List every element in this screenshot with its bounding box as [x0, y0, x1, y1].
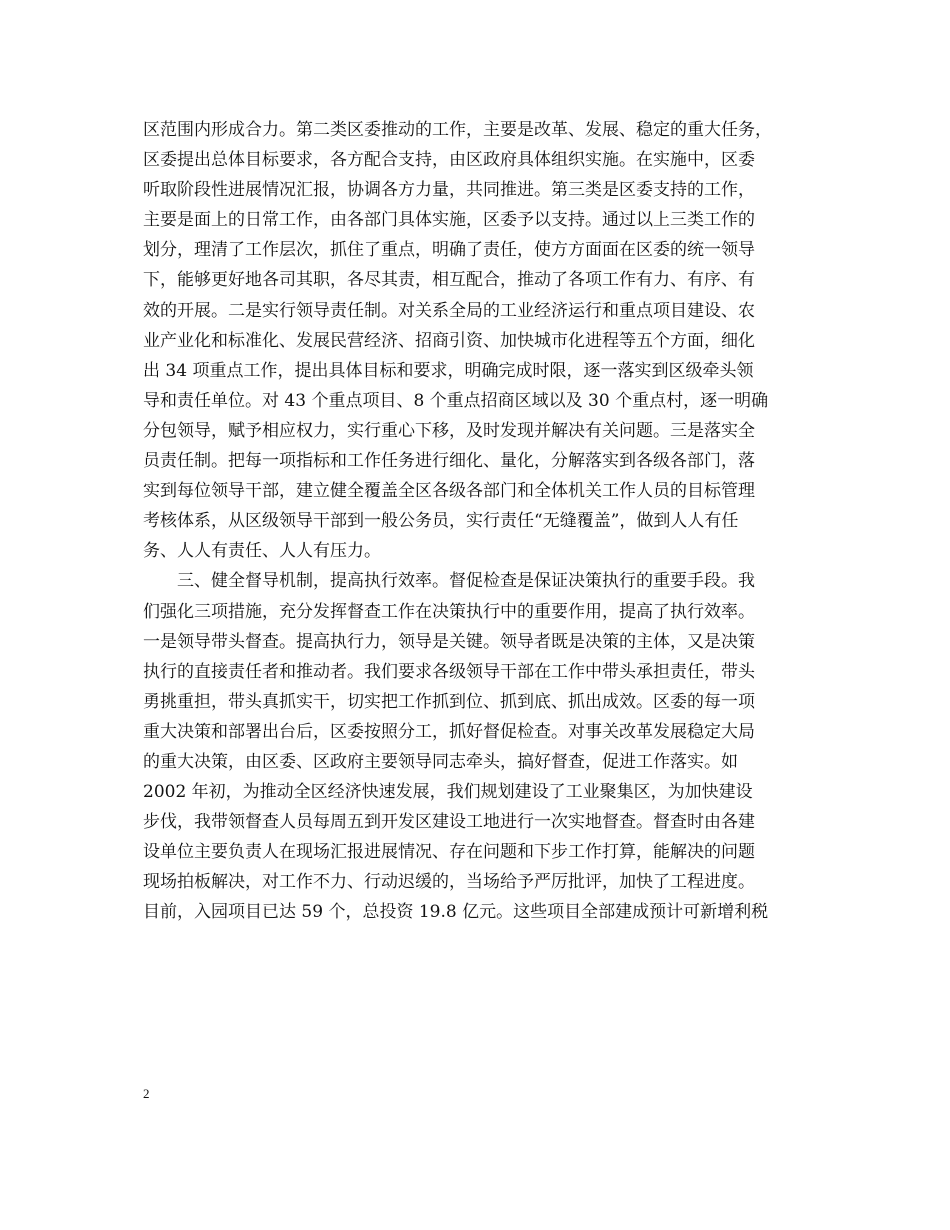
text-line: 步伐，我带领督查人员每周五到开发区建设工地进行一次实地督查。督查时由各建: [143, 812, 755, 833]
text-line: 的重大决策，由区委、区政府主要领导同志牵头，搞好督查，促进工作落实。如: [143, 751, 738, 772]
text-line: 实到每位领导干部，建立健全覆盖全区各级各部门和全体机关工作人员的目标管理: [143, 481, 755, 502]
text-line: 业产业化和标准化、发展民营经济、招商引资、加快城市化进程等五个方面，细化: [143, 330, 755, 351]
text-line: 考核体系，从区级领导干部到一般公务员，实行责任“无缝覆盖”，做到人人有任: [143, 511, 739, 532]
text-line: 现场拍板解决，对工作不力、行动迟缓的，当场给予严厉批评，加快了工程进度。: [143, 872, 755, 893]
text-line: 导和责任单位。对 43 个重点项目、8 个重点招商区域以及 30 个重点村，逐一明确: [143, 390, 769, 411]
text-line: 主要是面上的日常工作，由各部门具体实施，区委予以支持。通过以上三类工作的: [143, 210, 755, 231]
text-line: 设单位主要负责人在现场汇报进展情况、存在问题和下步工作打算，能解决的问题: [143, 842, 755, 863]
text-line: 务、人人有责任、人人有压力。: [143, 541, 381, 562]
text-line: 效的开展。二是实行领导责任制。对关系全局的工业经济运行和重点项目建设、农: [143, 300, 755, 321]
text-line: 目前，入园项目已达 59 个，总投资 19.8 亿元。这些项目全部建成预计可新增利税: [143, 902, 769, 923]
text-line: 划分，理清了工作层次，抓住了重点，明确了责任，使方方面面在区委的统一领导: [143, 240, 755, 261]
text-line: 出 34 项重点工作，提出具体目标和要求，明确完成时限，逐一落实到区级牵头领: [143, 360, 754, 381]
text-line: 员责任制。把每一项指标和工作任务进行细化、量化，分解落实到各级各部门，落: [143, 451, 755, 472]
body-text: [143, 115, 815, 928]
text-line: 区委提出总体目标要求，各方配合支持，由区政府具体组织实施。在实施中，区委: [143, 150, 755, 171]
text-line: 下，能够更好地各司其职，各尽其责，相互配合，推动了各项工作有力、有序、有: [143, 270, 755, 291]
text-line: 们强化三项措施，充分发挥督查工作在决策执行中的重要作用，提高了执行效率。: [143, 601, 755, 622]
text-line: 重大决策和部署出台后，区委按照分工，抓好督促检查。对事关改革发展稳定大局: [143, 721, 755, 742]
text-line: 勇挑重担，带头真抓实干，切实把工作抓到位、抓到底、抓出成效。区委的每一项: [143, 691, 755, 712]
paragraph-start-line: 三、健全督导机制，提高执行效率。督促检查是保证决策执行的重要手段。我: [177, 571, 755, 592]
text-line: 区范围内形成合力。第二类区委推动的工作，主要是改革、发展、稳定的重大任务，: [143, 120, 772, 140]
text-line: 执行的直接责任者和推动者。我们要求各级领导干部在工作中带头承担责任，带头: [143, 661, 755, 682]
page-number: 2: [143, 1086, 150, 1101]
text-line: 分包领导，赋予相应权力，实行重心下移，及时发现并解决有关问题。三是落实全: [143, 420, 755, 441]
text-line: 听取阶段性进展情况汇报，协调各方力量，共同推进。第三类是区委支持的工作，: [143, 180, 755, 201]
text-line: 2002 年初，为推动全区经济快速发展，我们规划建设了工业聚集区，为加快建设: [143, 782, 753, 803]
text-line: 一是领导带头督查。提高执行力，领导是关键。领导者既是决策的主体，又是决策: [143, 631, 755, 652]
